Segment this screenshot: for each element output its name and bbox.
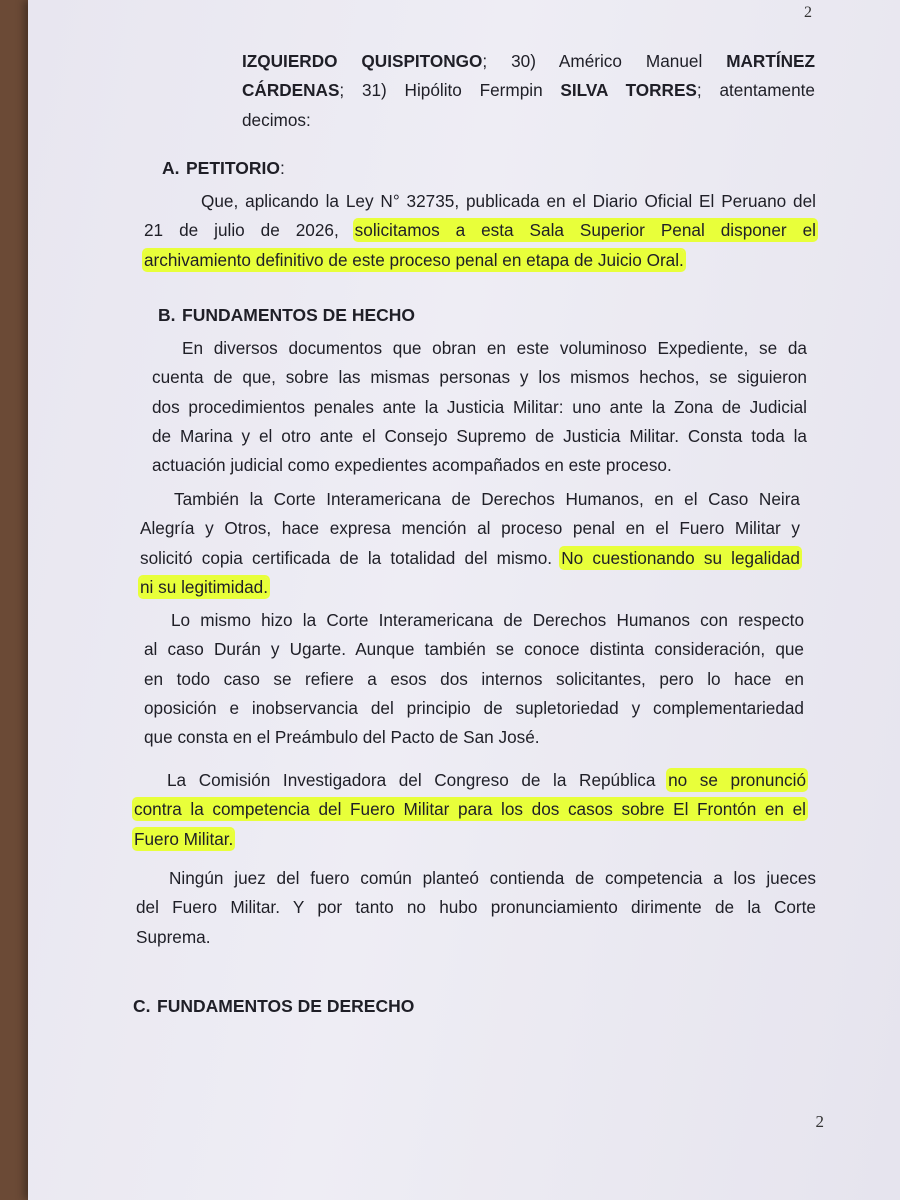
section-a-heading: A. PETITORIO:	[162, 158, 285, 178]
intro-line-3: decimos:	[242, 109, 311, 130]
highlight: archivamiento definitivo de este proceso penal en etapa de Juicio Oral.	[144, 249, 684, 270]
petitorio-line-3	[144, 246, 816, 275]
highlight: no se pronunció	[668, 770, 807, 790]
intro-line-1: IZQUIERDO QUISPITONGO; 30) Américo Manuel MARTÍNEZ	[242, 51, 815, 71]
highlight: Fuero Militar.	[134, 828, 234, 849]
highlight: ni su legitimidad.	[140, 576, 269, 597]
intro-line-2: CÁRDENAS; 31) Hipólito Fermpin SILVA TORRES; atentamente	[242, 80, 815, 101]
hecho-paragraph-5: Ningún juez del fuero común planteó contienda de competencia a los jueces del Fuero Militar. Y por tanto no hubo pronunciamiento dirimente de la Corte Suprema.	[136, 868, 816, 947]
highlight: contra la competencia del Fuero Militar para los dos casos sobre El Frontón en el	[134, 799, 806, 820]
page-number-bottom: 2	[815, 1112, 824, 1131]
hecho-paragraph-4: La Comisión Investigadora del Congreso de la República no se pronunció contra la competencia del Fuero Militar para los dos casos sobre El Frontón en el Fuero Militar.	[134, 770, 807, 849]
section-c-heading: C. FUNDAMENTOS DE DERECHO	[133, 996, 415, 1016]
intro-paragraph	[242, 47, 815, 135]
petitorio-line-1: Que, aplicando la Ley N° 32735, publicada en el Diario Oficial El Peruano del	[201, 191, 816, 211]
petitorio-paragraph	[144, 187, 816, 275]
page-number-top: 2	[804, 4, 812, 21]
document-page	[28, 0, 900, 1200]
highlight: No cuestionando su legalidad	[561, 547, 800, 568]
hecho-paragraph-1: En diversos documentos que obran en este voluminoso Expediente, se da cuenta de que, sobre las mismas personas y los mismos hechos, se siguieron dos procedimientos penales ante la Justicia Militar: uno ante la Zona de Judicial de Marina y el otro ante el Consejo Supremo de Justicia Militar. Consta toda la actuación judicial como expedientes acompañados en este proceso.	[152, 338, 807, 476]
petitorio-line-2: 21 de julio de 2026, solicitamos a esta Sala Superior Penal disponer el	[144, 220, 816, 241]
section-b-heading: B. FUNDAMENTOS DE HECHO	[158, 305, 416, 325]
hecho-paragraph-3: Lo mismo hizo la Corte Interamericana de Derechos Humanos con respecto al caso Durán y Ugarte. Aunque también se conoce distinta consideración, que en todo caso se refiere a esos dos internos solicitantes, pero lo hace en oposición e inobservancia del principio de supletoriedad y complementariedad que consta en el Preámbulo del Pacto de San José.	[144, 610, 804, 748]
highlight: solicitamos a esta Sala Superior Penal disponer el	[354, 220, 816, 241]
hecho-paragraph-2: También la Corte Interamericana de Derechos Humanos, en el Caso Neira Alegría y Otros, hace expresa mención al proceso penal en el Fuero Militar y solicitó copia certificada de la totalidad del mismo. No cuestionando su legalidad ni su legitimidad.	[140, 489, 800, 597]
